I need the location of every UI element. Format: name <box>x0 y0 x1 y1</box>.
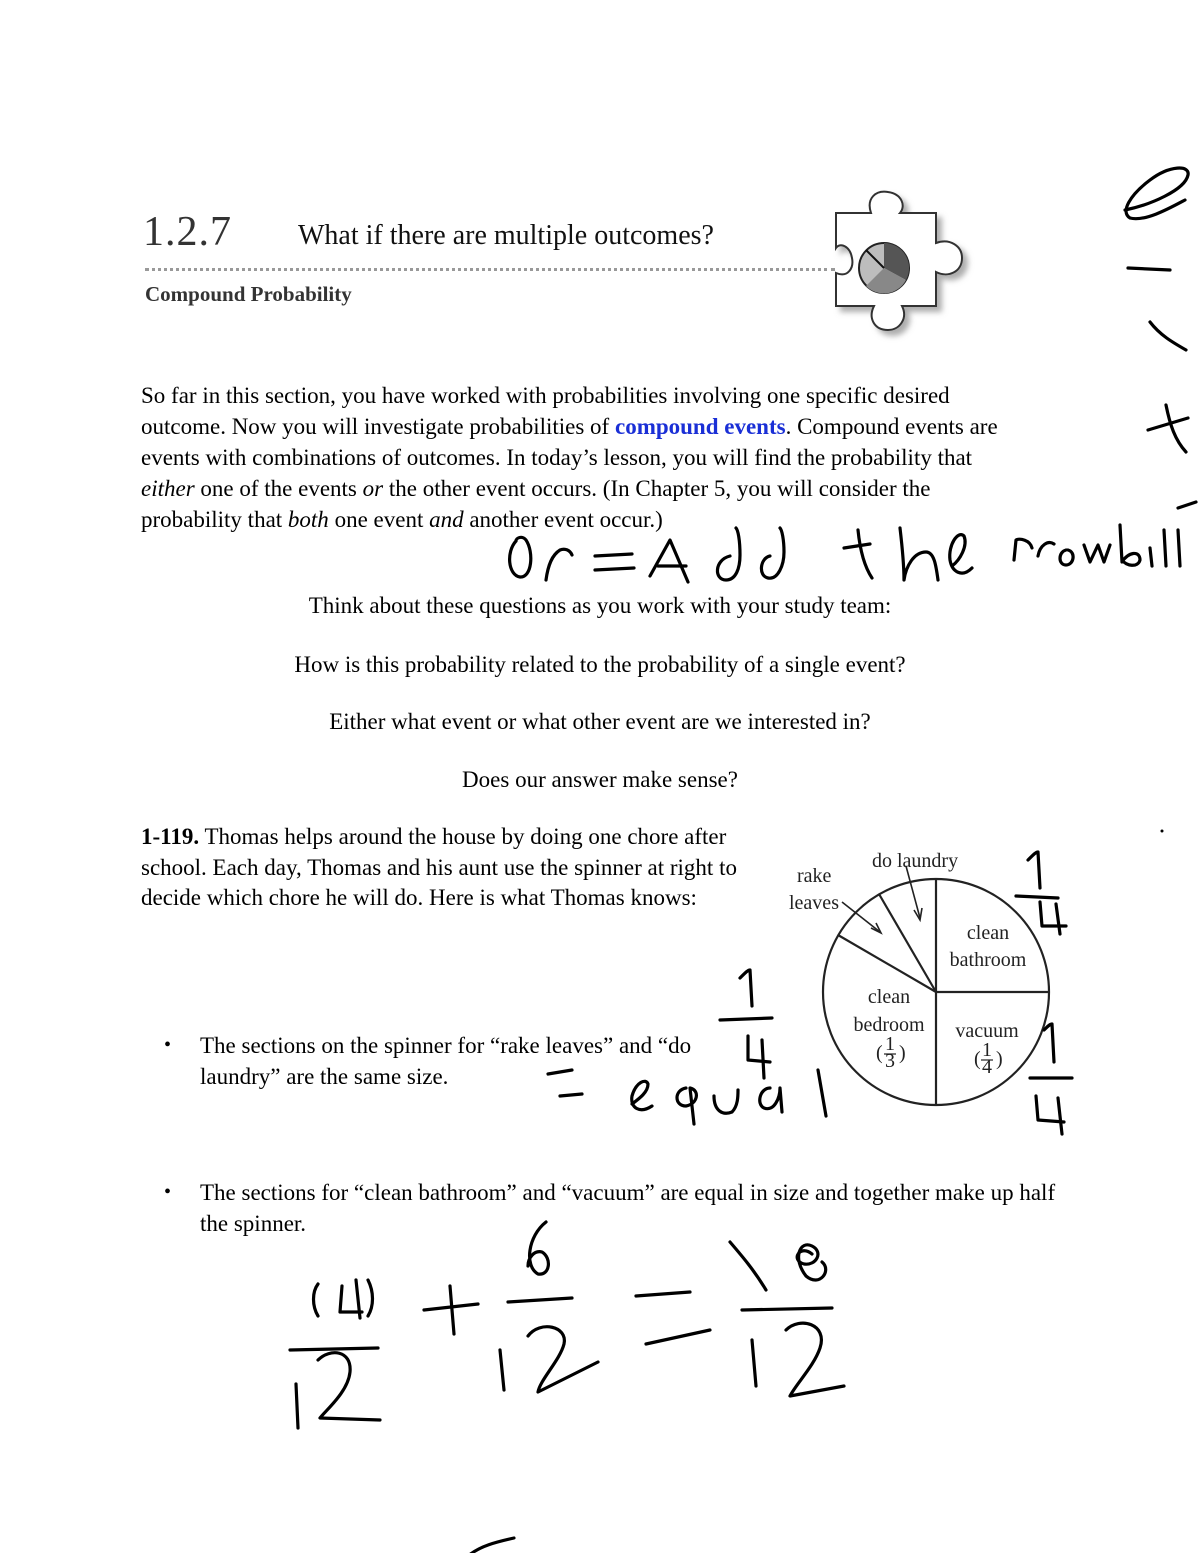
lesson-title: What if there are multiple outcomes? <box>298 220 714 251</box>
puzzle-piece-icon <box>826 188 976 343</box>
problem-1-119 <box>141 822 771 914</box>
bullet-dot-icon: • <box>164 1181 172 1203</box>
bullet-item-2 <box>164 1177 1060 1239</box>
label-vacuum: vacuum <box>955 1020 1019 1042</box>
vacuum-paren-open: ( <box>974 1048 981 1070</box>
and-word: and <box>429 507 464 532</box>
intro-text-4: the other event occurs. (In Chapter 5, you will consider the probability that <box>141 476 931 532</box>
label-do-laundry: do laundry <box>872 850 959 872</box>
bedroom-frac-num: 1 <box>885 1033 895 1055</box>
label-clean-bathroom-1: clean <box>966 922 1010 944</box>
bullet-text-1: The sections on the spinner for “rake leaves” and “do laundry” are the same size. <box>200 1033 692 1089</box>
question-2: Either what event or what other event are we interested in? <box>329 709 871 734</box>
key-term-compound-events: compound events <box>614 414 786 439</box>
intro-text-5: one event <box>328 507 430 532</box>
intro-text-3: one of the events <box>194 476 363 501</box>
intro-text-1: So far in this section, you have worked with probabilities involving one specific desired outcome. Now you will investigate probabilities of <box>141 383 950 439</box>
vacuum-paren-close: ) <box>996 1048 1003 1070</box>
lesson-number: 1.2.7 <box>143 209 232 255</box>
bedroom-frac-den: 3 <box>885 1050 895 1072</box>
lesson-subtitle: Compound Probability <box>145 282 352 306</box>
label-rake: rake <box>797 865 832 887</box>
label-leaves: leaves <box>789 892 839 914</box>
either-word: either <box>141 476 195 501</box>
both-word: both <box>287 507 329 532</box>
label-clean-bedroom-2: bedroom <box>853 1014 925 1036</box>
question-3: Does our answer make sense? <box>462 767 738 792</box>
intro-paragraph <box>141 380 1031 535</box>
spinner-diagram <box>780 840 1070 1120</box>
vacuum-frac-den: 4 <box>982 1056 992 1078</box>
vacuum-frac-num: 1 <box>982 1039 992 1061</box>
bullet-text-2: The sections for “clean bathroom” and “vacuum” are equal in size and together make up half the spinner. <box>200 1180 1056 1236</box>
questions-intro: Think about these questions as you work with your study team: <box>308 593 892 618</box>
intro-text-2: . Compound events are events with combinations of outcomes. In today’s lesson, you will find the probability that <box>141 414 998 470</box>
intro-text-6: another event occur.) <box>463 507 663 532</box>
question-1: How is this probability related to the probability of a single event? <box>294 652 906 677</box>
bullet-item-1 <box>164 1030 740 1092</box>
or-word: or <box>362 476 384 501</box>
bullet-dot-icon: • <box>164 1034 172 1056</box>
handwriting-equation <box>290 1222 844 1553</box>
header-divider <box>145 268 835 271</box>
label-clean-bedroom-1: clean <box>867 986 911 1008</box>
problem-text: Thomas helps around the house by doing one chore after school. Each day, Thomas and his aunt use the spinner at right to decide which chore he will do. Here is what Thomas knows: <box>141 824 737 910</box>
label-clean-bathroom-2: bathroom <box>949 949 1027 971</box>
problem-number: 1-119. <box>141 824 200 849</box>
bedroom-paren-open: ( <box>876 1042 883 1064</box>
bedroom-paren-close: ) <box>899 1042 906 1064</box>
